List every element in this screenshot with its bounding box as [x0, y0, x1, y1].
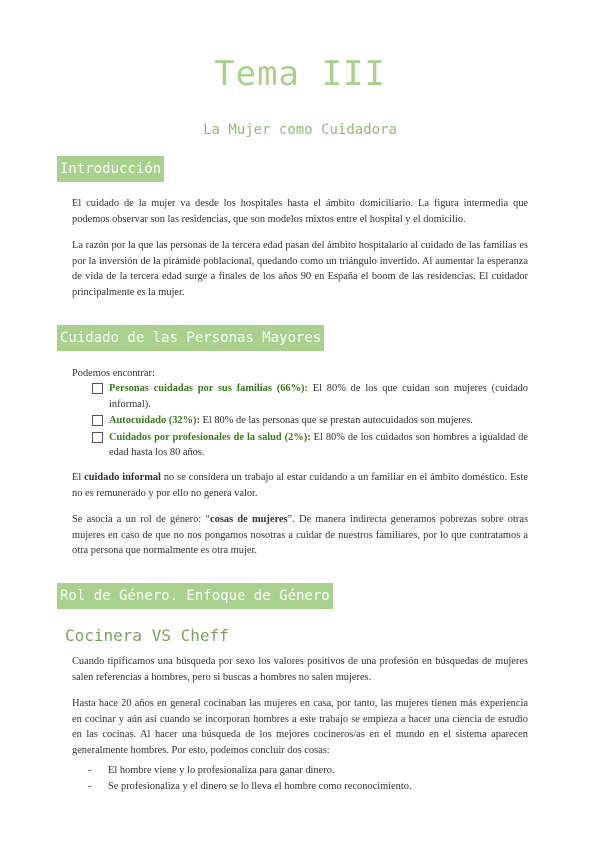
intro-paragraph-2: La razón por la que las personas de la tercera edad pasan del ámbito hospitalario al cuidado de las familias es por la inversión de la pirámide poblacional, quedando como un triángulo invertido. Al aumentar la esperanza de vida de la tercera edad surge a finales de los años 90 en España el boom de las residencias. El cuidador principalmente es la mujer.	[72, 240, 528, 298]
subheading-cocinera-cheff: Cocinera VS Cheff	[65, 626, 229, 645]
list-item	[88, 763, 528, 779]
page-title: Tema III	[214, 54, 386, 94]
list-item-text: Se profesionaliza y el dinero se lo lleva el hombre como reconocimiento.	[108, 781, 412, 792]
mayores-intro: Podemos encontrar:	[72, 368, 155, 379]
list-item	[92, 381, 528, 412]
page-subtitle: La Mujer como Cuidadora	[203, 122, 397, 138]
genero-paragraph-2: Hasta hace 20 años en general cocinaban las mujeres en casa, por tanto, las mujeres tienen más experiencia en cocinar y aún así cuando se incorporan hombres a este trabajo se empieza a hacer una ciencia de estudio en las cocinas. Al hacer una búsqueda de los mejores cocineros/as en el mundo en el sistema aparecen generalmente hombres. Por esto, podemos concluir dos cosas:	[72, 698, 528, 756]
section-heading-rol-genero: Rol de Género. Enfoque de Género	[57, 583, 333, 609]
list-item-text: El 80% de los cuidados son hombres a igualdad de edad hasta los 80 años.	[109, 431, 528, 458]
section-heading-introduccion: Introducción	[57, 156, 164, 182]
list-item-text: El 80% de los que cuidan son mujeres (cuidado informal).	[109, 383, 528, 410]
paragraph-text: no se considera un trabajo al estar cuidando a un familiar en el ámbito doméstico. Este no es remunerado y por ello no genera valor.	[72, 472, 528, 499]
list-item-text: El hombre viene y lo profesionaliza para ganar dinero.	[108, 765, 335, 776]
list-item-text: El 80% de las personas que se prestan autocuidados son mujeres.	[199, 415, 473, 426]
list-item	[92, 430, 528, 461]
paragraph-bold: cuidado informal	[84, 472, 161, 483]
paragraph-bold: cosas de mujeres	[210, 514, 288, 525]
rol-genero-paragraph	[72, 512, 528, 559]
cuidado-informal-paragraph	[72, 470, 528, 501]
list-item-bold: Cuidados por profesionales de la salud (2%):	[109, 431, 311, 443]
section-heading-mayores: Cuidado de las Personas Mayores	[57, 325, 324, 351]
paragraph-text: Se asocia a un rol de género: “	[72, 514, 211, 525]
dash-bullet: -	[88, 781, 92, 792]
paragraph-text: El	[72, 472, 85, 483]
list-item	[88, 779, 528, 795]
conclusion-list	[88, 763, 528, 795]
paragraph-text: ”. De manera indirecta generamos pobrezas sobre otras mujeres en caso de que no nos pongamos nosotras a cuidar de nuestros familiares, por lo que contratamos a otra persona que normalmente es otra mujer.	[72, 514, 528, 556]
list-item	[92, 413, 528, 429]
genero-paragraph-1: Cuando tipificamos una búsqueda por sexo los valores positivos de una profesión en búsquedas de mujeres salen referencias a hombres, pero si buscas a hombres no salen mujeres.	[72, 656, 528, 683]
list-item-bold: Personas cuidadas por sus familias (66%):	[109, 383, 308, 394]
checkbox-icon	[92, 383, 103, 394]
intro-paragraph-1: El cuidado de la mujer va desde los hospitales hasta el ámbito domiciliario. La figura intermedia que podemos observar son las residencias, que son modelos mixtos entre el hospital y el domicilio.	[72, 198, 528, 225]
list-item-bold: Autocuidado (32%):	[109, 415, 200, 426]
checkbox-icon	[92, 415, 103, 426]
dash-bullet: -	[88, 765, 92, 776]
checkbox-icon	[92, 432, 103, 443]
care-type-list	[92, 381, 528, 462]
